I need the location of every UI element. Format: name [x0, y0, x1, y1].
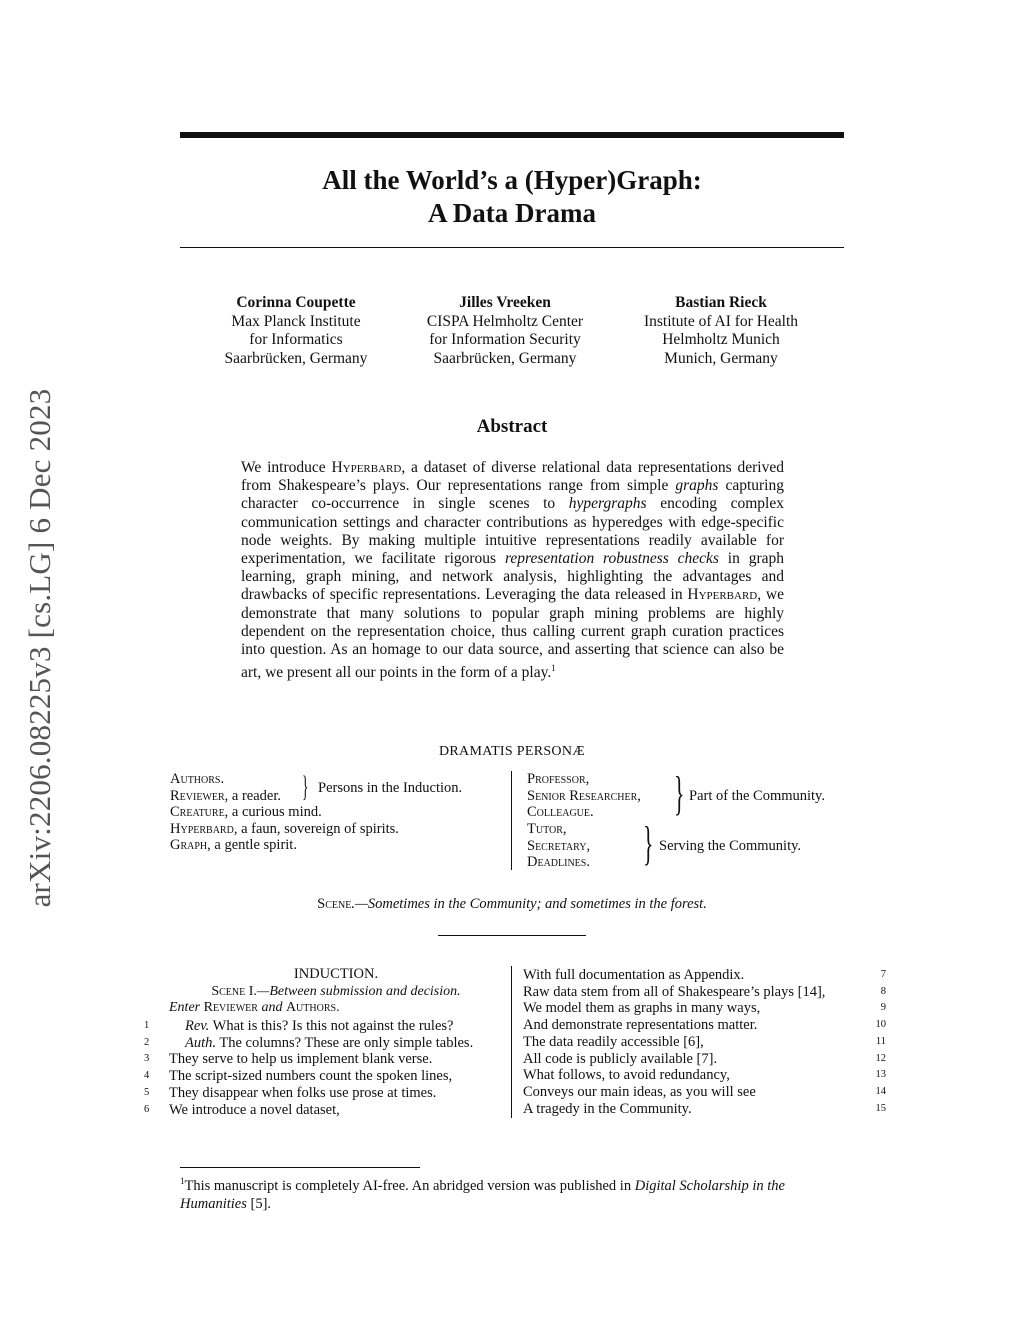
scene-label: Scene I. — [211, 984, 257, 999]
dramatis-heading: DRAMATIS PERSONÆ — [439, 744, 585, 759]
author-affiliation: CISPA Helmholtz Center — [426, 312, 584, 330]
character-role: Graph — [170, 837, 208, 854]
character-punct: , — [562, 821, 567, 837]
character-entry — [527, 838, 590, 855]
induction-heading: INDUCTION. — [293, 966, 379, 982]
character-entry — [527, 804, 641, 821]
character-role: Colleague — [527, 804, 590, 821]
title-line-2: A Data Drama — [428, 198, 596, 228]
verse-text: They disappear when folks use prose at times. — [169, 1084, 437, 1101]
character-desc: , a curious mind. — [224, 804, 322, 821]
line-number: 6 — [144, 1103, 150, 1115]
character-role: Secretary — [527, 837, 587, 854]
character-punct: , — [637, 787, 641, 804]
verse-line: All code is publicly available [7]. — [523, 1050, 718, 1067]
line-number: 15 — [875, 1102, 886, 1114]
brace-icon: } — [302, 770, 309, 803]
speaker-name: Auth. — [185, 1034, 217, 1051]
character-role: Authors — [170, 771, 221, 787]
character-punct: , — [586, 837, 591, 854]
verse-line: We model them as graphs in many ways, — [523, 1000, 761, 1017]
line-number: 9 — [880, 1002, 886, 1014]
character-entry — [170, 821, 399, 838]
character-entry — [170, 804, 399, 821]
author-block-2 — [405, 294, 605, 368]
author-affiliation: Max Planck Institute — [231, 312, 361, 330]
stage-direction — [169, 1000, 340, 1016]
verse-text: The script-sized numbers count the spoken lines, — [169, 1068, 453, 1085]
footnote-marker: 1 — [180, 1176, 185, 1186]
character-desc: , a gentle spirit. — [207, 837, 297, 854]
verse-line: The data readily accessible [6], — [523, 1033, 704, 1050]
stage-end: . — [336, 1000, 340, 1015]
verse-line: With full documentation as Appendix. — [523, 967, 745, 983]
character-punct: , — [585, 771, 590, 787]
character-role: Hyperbard — [170, 820, 234, 837]
character-desc: , a faun, sovereign of spirits. — [233, 820, 399, 837]
dramatis-group-label: Persons in the Induction. — [318, 780, 463, 796]
author-affiliation: for Informatics — [249, 331, 343, 348]
character-role: Authors — [285, 1000, 337, 1015]
character-entry — [527, 788, 641, 805]
abstract-text: capturing character co-occurrence in single scenes to — [241, 477, 784, 513]
line-number: 3 — [144, 1053, 150, 1065]
line-number: 1 — [144, 1020, 150, 1031]
verse-line: What follows, to avoid redundancy, — [523, 1067, 730, 1084]
line-number: 7 — [880, 969, 886, 980]
character-entry — [527, 854, 590, 871]
verse-line: And demonstrate representations matter. — [523, 1017, 758, 1034]
stage-and: and — [261, 1000, 283, 1015]
verse-line — [169, 1051, 432, 1068]
line-number: 5 — [144, 1086, 150, 1098]
character-role: Reviewer — [203, 1000, 258, 1015]
character-role: Deadlines — [527, 854, 587, 871]
line-number: 14 — [875, 1085, 886, 1097]
verse-line — [185, 1018, 453, 1035]
footnote-venue: Digital Scholarship in the Humanities — [180, 1177, 785, 1212]
footnote-text: This manuscript is completely AI-free. An abridged version was published in — [184, 1177, 635, 1194]
abstract-text: in graph learning, graph mining, and network analysis, highlighting the advantages and drawbacks of specific representations. Leveraging the data released in — [241, 550, 784, 604]
character-entry — [527, 821, 590, 838]
character-desc: , a reader. — [224, 787, 282, 804]
character-role: Reviewer — [170, 787, 225, 804]
line-number: 11 — [875, 1035, 886, 1047]
title-top-rule — [180, 132, 844, 138]
author-location: Saarbrücken, Germany — [433, 349, 577, 367]
arxiv-identifier: arXiv:2206.08225v3 [cs.LG] 6 Dec 2023 — [22, 388, 57, 908]
verse-text: What is this? Is this not against the rules? — [209, 1018, 454, 1034]
footnote-rule — [180, 1167, 420, 1168]
dramatis-group-label: Serving the Community. — [659, 838, 802, 854]
character-entry — [527, 771, 641, 788]
dramatis-group-label: Part of the Community. — [689, 788, 825, 804]
dataset-name: Hyperbard — [331, 459, 402, 476]
dramatis-right-list-b — [527, 821, 590, 871]
verse-line — [185, 1035, 473, 1052]
induction-scene — [168, 984, 504, 1000]
abstract-heading: Abstract — [476, 416, 548, 437]
character-punct: . — [590, 804, 594, 821]
verse-line — [169, 1068, 452, 1085]
character-punct: . — [586, 854, 590, 871]
column-divider — [511, 966, 512, 1118]
author-affiliation: Institute of AI for Health — [643, 312, 799, 330]
abstract-emphasis: graphs — [675, 477, 719, 495]
dataset-name: Hyperbard — [687, 586, 758, 604]
dramatis-right-list-a — [527, 771, 641, 821]
footnote — [180, 1172, 844, 1213]
character-role: Professor — [527, 771, 586, 787]
section-divider — [438, 935, 586, 936]
character-role: Senior Researcher — [527, 787, 638, 804]
abstract-emphasis: representation robustness checks — [504, 550, 719, 568]
abstract-text: We introduce — [241, 459, 332, 476]
brace-icon: } — [643, 817, 654, 870]
scene-text: —Between submission and decision. — [256, 984, 461, 999]
author-name: Jilles Vreeken — [459, 294, 551, 311]
author-location: Saarbrücken, Germany — [224, 349, 368, 367]
character-role: Creature — [170, 804, 225, 821]
author-block-3 — [621, 294, 821, 368]
abstract-text: , a dataset of diverse relational data representations derived from Shakespeare’s plays. Our representations range from simple — [241, 459, 784, 495]
title-line-1: All the World’s a (Hyper)Graph: — [322, 165, 702, 195]
footnote-end: [5]. — [246, 1195, 272, 1212]
footnote-marker[interactable]: 1 — [551, 663, 556, 674]
author-name: Bastian Rieck — [675, 294, 767, 311]
brace-icon: } — [674, 767, 685, 820]
abstract-emphasis: hypergraphs — [568, 495, 647, 513]
line-number: 10 — [875, 1019, 886, 1031]
paper-title — [180, 164, 844, 230]
character-entry — [170, 837, 399, 854]
line-number: 4 — [144, 1070, 150, 1082]
line-number: 13 — [875, 1069, 886, 1081]
author-name: Corinna Coupette — [236, 294, 356, 311]
verse-line — [169, 1102, 340, 1119]
verse-text: We introduce a novel dataset, — [169, 1101, 340, 1118]
author-block-1 — [196, 294, 396, 368]
verse-text: They serve to help us implement blank verse. — [169, 1051, 433, 1068]
abstract-text: , we demonstrate that many solutions to popular graph mining problems are highly dependent on the representation choice, thus calling current graph curation practices into question. As an homage to our data source, and asserting that science can also be art, we present all our points in the form of a play. — [241, 586, 784, 682]
abstract-text: encoding complex communication settings and character contributions as hyperedges with edge-specific node weights. By making multiple intuitive representations readily available for experimentation, we facilitate rigorous — [241, 495, 784, 568]
scene-setting — [180, 896, 844, 913]
line-number: 12 — [875, 1052, 886, 1064]
scene-label: Scene — [317, 896, 352, 912]
verse-line: A tragedy in the Community. — [523, 1100, 692, 1117]
column-divider — [511, 771, 512, 870]
scene-text: .—Sometimes in the Community; and sometimes in the forest. — [351, 896, 707, 912]
line-number: 2 — [144, 1036, 150, 1048]
character-role: Tutor — [527, 821, 563, 837]
title-bottom-rule — [180, 247, 844, 248]
abstract-body — [241, 459, 784, 683]
line-number: 8 — [880, 985, 886, 997]
author-affiliation: Helmholtz Munich — [662, 331, 780, 348]
author-affiliation: for Information Security — [429, 331, 581, 348]
verse-line: Conveys our main ideas, as you will see — [523, 1083, 756, 1100]
author-location: Munich, Germany — [664, 349, 778, 367]
verse-line — [169, 1085, 436, 1102]
stage-enter: Enter — [169, 1000, 201, 1015]
character-desc: . — [220, 771, 225, 787]
verse-line: Raw data stem from all of Shakespeare’s plays [14], — [523, 983, 826, 1000]
verse-text: The columns? These are only simple tables. — [216, 1034, 474, 1051]
speaker-name: Rev. — [185, 1018, 210, 1034]
